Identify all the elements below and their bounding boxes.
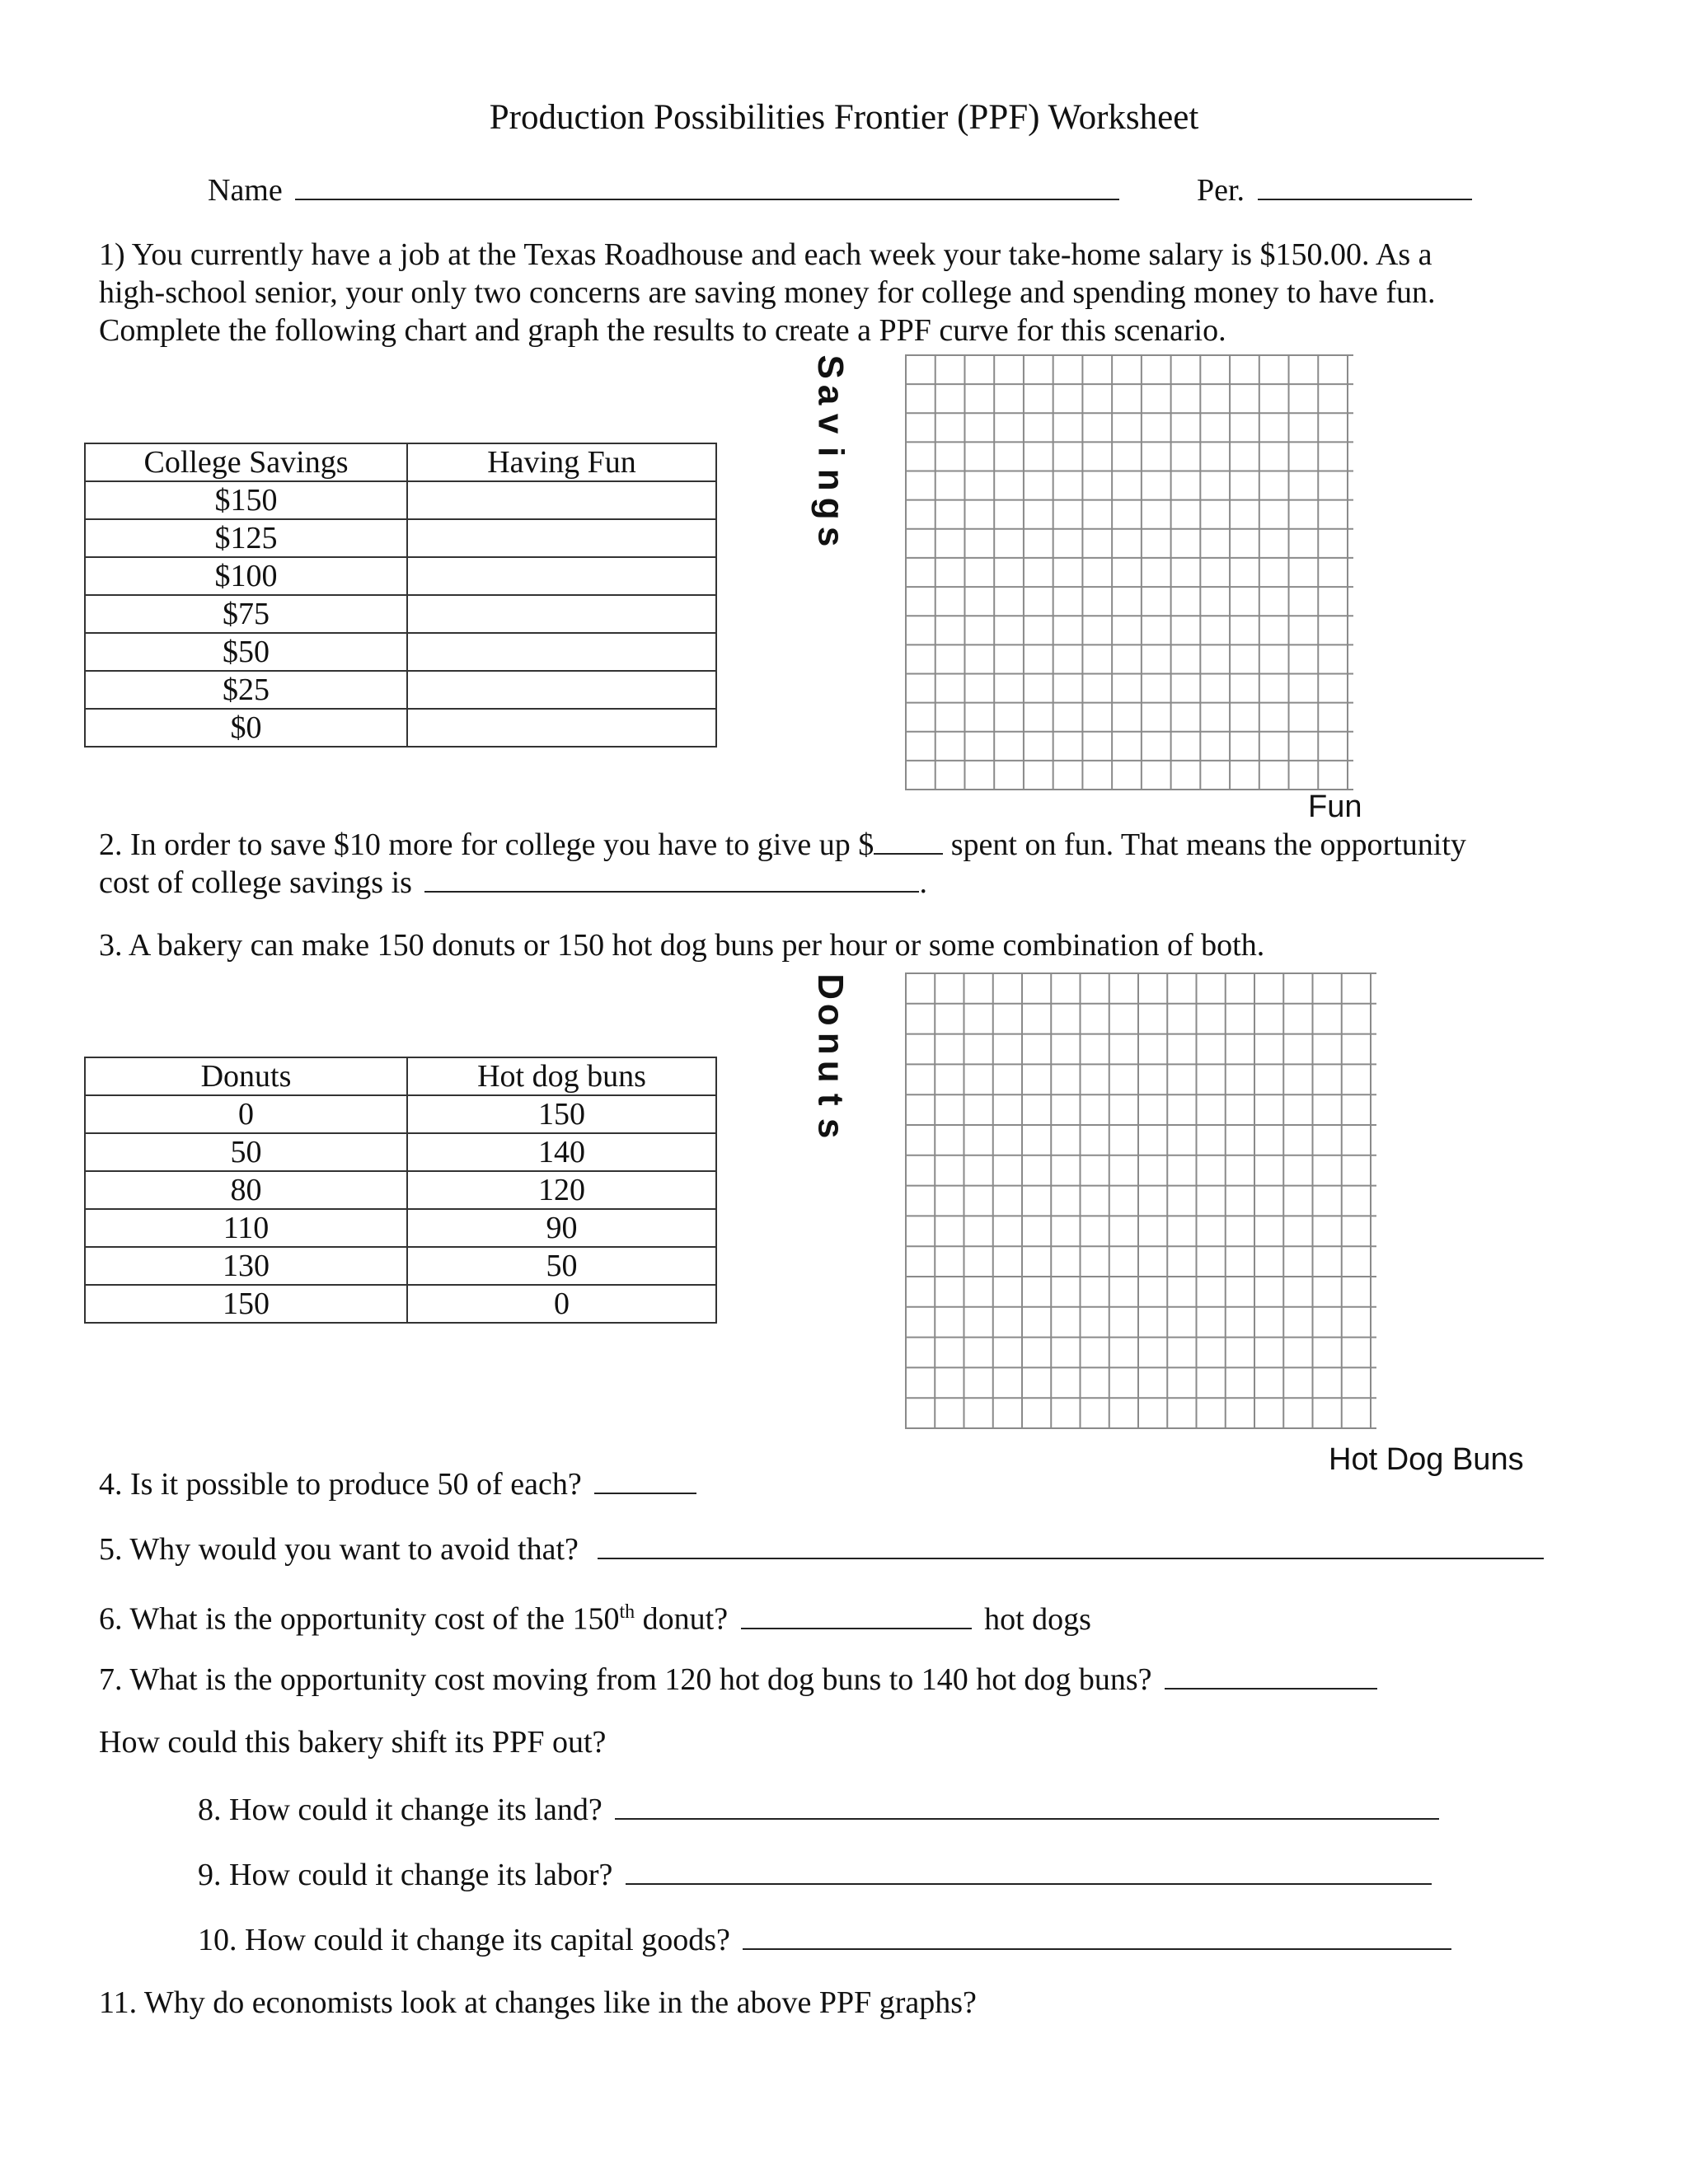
- fun-answer-cell[interactable]: [407, 709, 716, 747]
- q9-answer[interactable]: [626, 1854, 1432, 1885]
- axis-letter: v: [810, 413, 851, 434]
- period-field[interactable]: [1258, 169, 1472, 200]
- axis-letter: n: [810, 468, 851, 491]
- table-row: [85, 633, 716, 671]
- savings-cell: $150: [85, 481, 407, 519]
- donuts-cell: 150: [85, 1285, 407, 1323]
- q7-row: [99, 1658, 1377, 1699]
- header-college-savings: College Savings: [85, 443, 407, 481]
- q4-row: [99, 1463, 696, 1503]
- header-hot-dog-buns: Hot dog buns: [407, 1057, 716, 1095]
- buns-cell: 150: [407, 1095, 716, 1133]
- savings-cell: $0: [85, 709, 407, 747]
- buns-cell: 120: [407, 1171, 716, 1209]
- fun-axis-label: Fun: [1308, 790, 1362, 824]
- q2-text-b: spent on fun. That means the opportunity: [943, 827, 1466, 862]
- fun-answer-cell[interactable]: [407, 595, 716, 633]
- axis-letter: t: [810, 1094, 851, 1106]
- q2-text-a: 2. In order to save $10 more for college you have to give up $: [99, 827, 874, 862]
- table-row: [85, 1133, 716, 1171]
- donuts-axis-label: [809, 972, 851, 1142]
- q6-row: [99, 1593, 1091, 1638]
- fun-answer-cell[interactable]: [407, 633, 716, 671]
- table-row: [85, 1285, 716, 1323]
- axis-letter: i: [810, 446, 851, 457]
- q2-line-1: [99, 823, 1466, 864]
- savings-table: [84, 443, 717, 748]
- axis-letter: o: [810, 1004, 851, 1026]
- donuts-cell: 80: [85, 1171, 407, 1209]
- q6-text-b: donut?: [635, 1601, 729, 1637]
- q9-text: 9. How could it change its labor?: [198, 1858, 613, 1892]
- fun-answer-cell[interactable]: [407, 557, 716, 595]
- page-title: Production Possibilities Frontier (PPF) Worksheet: [489, 98, 1199, 137]
- savings-cell: $50: [85, 633, 407, 671]
- table-row: [85, 1247, 716, 1285]
- q10-text: 10. How could it change its capital goods?: [198, 1923, 730, 1957]
- q1-line-1: 1) You currently have a job at the Texas Roadhouse and each week your take-home salary is $150.00. As a: [99, 237, 1432, 272]
- q3-text: 3. A bakery can make 150 donuts or 150 hot dog buns per hour or some combination of both.: [99, 928, 1265, 963]
- table-header-row: [85, 443, 716, 481]
- q7-answer[interactable]: [1165, 1658, 1377, 1690]
- q8-text: 8. How could it change its land?: [198, 1793, 603, 1827]
- table-row: [85, 557, 716, 595]
- q4-answer[interactable]: [594, 1463, 696, 1494]
- q4-text: 4. Is it possible to produce 50 of each?: [99, 1467, 582, 1502]
- table-row: [85, 481, 716, 519]
- q6-sup: th: [619, 1601, 635, 1623]
- q6-answer[interactable]: [741, 1598, 972, 1629]
- q6-suffix: hot dogs: [984, 1601, 1091, 1637]
- q11-text: 11. Why do economists look at changes like in the above PPF graphs?: [99, 1985, 977, 2020]
- fun-answer-cell[interactable]: [407, 671, 716, 709]
- q8-answer[interactable]: [615, 1788, 1439, 1820]
- q9-row: [198, 1854, 1432, 1894]
- buns-cell: 0: [407, 1285, 716, 1323]
- name-field[interactable]: [295, 169, 1119, 200]
- axis-letter: s: [810, 526, 851, 547]
- q1-line-3: Complete the following chart and graph the results to create a PPF curve for this scenario.: [99, 313, 1226, 348]
- table-row: [85, 1209, 716, 1247]
- table-header-row: [85, 1057, 716, 1095]
- table-row: [85, 519, 716, 557]
- q2-fun-answer[interactable]: [874, 823, 943, 855]
- axis-letter: n: [810, 1032, 851, 1055]
- q5-row: [99, 1528, 1544, 1568]
- donuts-cell: 130: [85, 1247, 407, 1285]
- axis-letter: S: [810, 354, 851, 379]
- period-label: Per.: [1197, 173, 1245, 208]
- donuts-buns-graph-grid[interactable]: [905, 972, 1370, 1427]
- table-row: [85, 595, 716, 633]
- buns-cell: 140: [407, 1133, 716, 1171]
- table-row: [85, 709, 716, 747]
- table-row: [85, 1171, 716, 1209]
- q5-answer[interactable]: [598, 1528, 1544, 1559]
- period-row: [1197, 169, 1472, 209]
- q8-row: [198, 1788, 1439, 1829]
- buns-cell: 50: [407, 1247, 716, 1285]
- q2-period: .: [919, 865, 927, 900]
- savings-cell: $125: [85, 519, 407, 557]
- savings-axis-label: [809, 353, 851, 551]
- q6-text-a: 6. What is the opportunity cost of the 150: [99, 1601, 620, 1637]
- header-having-fun: Having Fun: [407, 443, 716, 481]
- fun-answer-cell[interactable]: [407, 481, 716, 519]
- table-row: [85, 671, 716, 709]
- bakery-table: [84, 1057, 717, 1324]
- savings-cell: $75: [85, 595, 407, 633]
- table-row: [85, 1095, 716, 1133]
- q10-row: [198, 1919, 1451, 1959]
- axis-letter: u: [810, 1060, 851, 1083]
- q2-line-2: [99, 861, 927, 902]
- q5-text: 5. Why would you want to avoid that?: [99, 1532, 579, 1567]
- q10-answer[interactable]: [743, 1919, 1451, 1950]
- donuts-cell: 0: [85, 1095, 407, 1133]
- donuts-cell: 110: [85, 1209, 407, 1247]
- name-row: [208, 169, 1119, 209]
- shift-question: How could this bakery shift its PPF out?: [99, 1725, 607, 1760]
- axis-letter: g: [810, 497, 851, 520]
- q7-text: 7. What is the opportunity cost moving from 120 hot dog buns to 140 hot dog buns?: [99, 1662, 1152, 1697]
- savings-cell: $25: [85, 671, 407, 709]
- donuts-cell: 50: [85, 1133, 407, 1171]
- fun-answer-cell[interactable]: [407, 519, 716, 557]
- axis-letter: D: [810, 973, 851, 1001]
- q1-line-2: high-school senior, your only two concerns are saving money for college and spending money to have fun.: [99, 275, 1436, 310]
- axis-letter: a: [810, 385, 851, 405]
- axis-letter: s: [810, 1118, 851, 1138]
- savings-fun-graph-grid[interactable]: [905, 354, 1347, 789]
- savings-cell: $100: [85, 557, 407, 595]
- q2-text-c: cost of college savings is: [99, 865, 412, 900]
- q2-opportunity-cost-answer[interactable]: [424, 861, 919, 893]
- header-donuts: Donuts: [85, 1057, 407, 1095]
- name-label: Name: [208, 173, 283, 208]
- hot-dog-buns-axis-label: Hot Dog Buns: [1329, 1442, 1524, 1477]
- buns-cell: 90: [407, 1209, 716, 1247]
